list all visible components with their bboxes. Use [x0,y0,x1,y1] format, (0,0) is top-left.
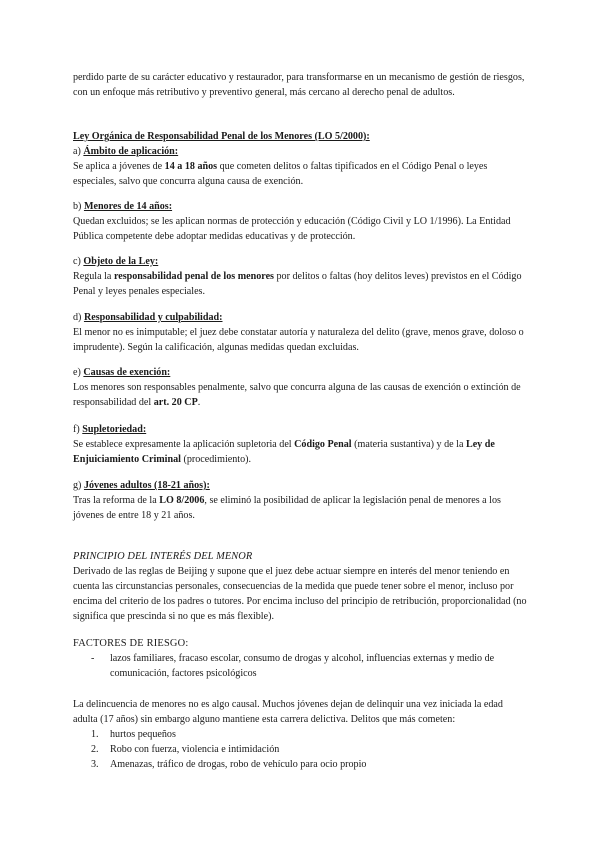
principle-section [73,549,529,624]
section-f-body: Se establece expresamente la aplicación supletoria del Código Penal (materia sustantiva) y de la Ley de Enjuiciamiento Criminal (procedimiento). [73,439,495,465]
age-range: 14 a 18 años [164,161,218,172]
section-b-title: Menores de 14 años: [83,201,173,212]
delinquency-body: La delincuencia de menores no es algo causal. Muchos jóvenes dejan de delinquir una vez iniciada la edad adulta (17 años) sin embargo alguno mantiene esta carrera delictiva. Delitos que más cometen: [73,699,503,725]
section-a-title: Ámbito de aplicación: [83,146,179,157]
section-g-body: Tras la reforma de la LO 8/2006, se eliminó la posibilidad de aplicar la legislación penal de menores a los jóvenes de entre 18 y 21 años. [73,495,501,521]
section-c-heading: c) Objeto de la Ley: [73,256,159,267]
section-a-body: Se aplica a jóvenes de 14 a 18 años que cometen delitos o faltas tipificados en el Código Penal o leyes especiales, salvo que concurra alguna causa de exención. [73,161,488,187]
section-c [73,254,529,299]
lecrim-ref: Ley de Enjuiciamiento Criminal [73,439,495,465]
risk-section [73,636,529,681]
law-section [73,129,529,189]
section-d-title: Responsabilidad y culpabilidad: [83,312,223,323]
section-e-title: Causas de exención: [83,367,171,378]
section-f [73,422,529,467]
section-b [73,199,529,244]
intro-paragraph: perdido parte de su carácter educativo y restaurador, para transformarse en un mecanismo de gestión de riesgos, con un enfoque más retributivo y preventivo general, más cercano al derecho penal de adultos. [73,72,525,98]
delinquency-section [73,697,529,772]
risk-title: FACTORES DE RIESGO: [73,638,189,649]
section-b-body: Quedan excluidos; se les aplican normas de protección y educación (Código Civil y LO 1/1996). La Entidad Pública competente debe adoptar medidas educativas y de protección. [73,216,511,242]
list-item: 3. Amenazas, tráfico de drogas, robo de vehículo para ocio propio [91,759,367,770]
law-title: Ley Orgánica de Responsabilidad Penal de los Menores (LO 5/2000): [73,131,370,142]
section-f-heading: f) Supletoriedad: [73,424,147,435]
section-b-heading: b) Menores de 14 años: [73,201,173,212]
section-g-heading: g) Jóvenes adultos (18-21 años): [73,480,210,491]
section-d [73,310,529,355]
section-d-body: El menor no es inimputable; el juez debe constatar autoría y naturaleza del delito (grave, menos grave, doloso o imprudente). Según la calificación, algunas medidas quedan excluidas. [73,327,524,353]
risk-list [73,651,529,681]
section-e [73,365,529,410]
section-f-title: Supletoriedad: [82,424,147,435]
section-e-body: Los menores son responsables penalmente, salvo que concurra alguna de las causas de exención o extinción de responsabilidad del art. 20 CP. [73,382,521,408]
list-item: 2. Robo con fuerza, violencia e intimidación [91,744,280,755]
section-e-heading: e) Causas de exención: [73,367,171,378]
section-a-heading: a) Ámbito de aplicación: [73,146,179,157]
list-item: - lazos familiares, fracaso escolar, consumo de drogas y alcohol, influencias externas y medio de comunicación, factores psicológicos [91,653,495,679]
section-g-title: Jóvenes adultos (18-21 años): [83,480,210,491]
penal-responsibility: responsabilidad penal de los menores [113,271,274,282]
article-ref: art. 20 CP [153,397,198,408]
section-c-title: Objeto de la Ley: [83,256,159,267]
section-c-body: Regula la responsabilidad penal de los menores por delitos o faltas (hoy delitos leves) previstos en el Código Penal y leyes penales especiales. [73,271,522,297]
penal-code-ref: Código Penal [294,439,352,450]
section-d-heading: d) Responsabilidad y culpabilidad: [73,312,223,323]
crime-list [73,727,529,772]
principle-body: Derivado de las reglas de Beijing y supone que el juez debe actuar siempre en interés del menor teniendo en cuenta las circunstancias personales, consecuencias de la medida que puede tener sobre el menor, incluso por encima del criterio de los padres o tutores. Por encima incluso del principio de retribución, proporcionalidad (no significa que prescinda si no que es más flexible). [73,566,527,622]
law-ref: LO 8/2006 [159,495,205,506]
section-g [73,478,529,523]
principle-title: PRINCIPIO DEL INTERÉS DEL MENOR [73,551,253,562]
list-item: 1. hurtos pequeños [91,729,176,740]
